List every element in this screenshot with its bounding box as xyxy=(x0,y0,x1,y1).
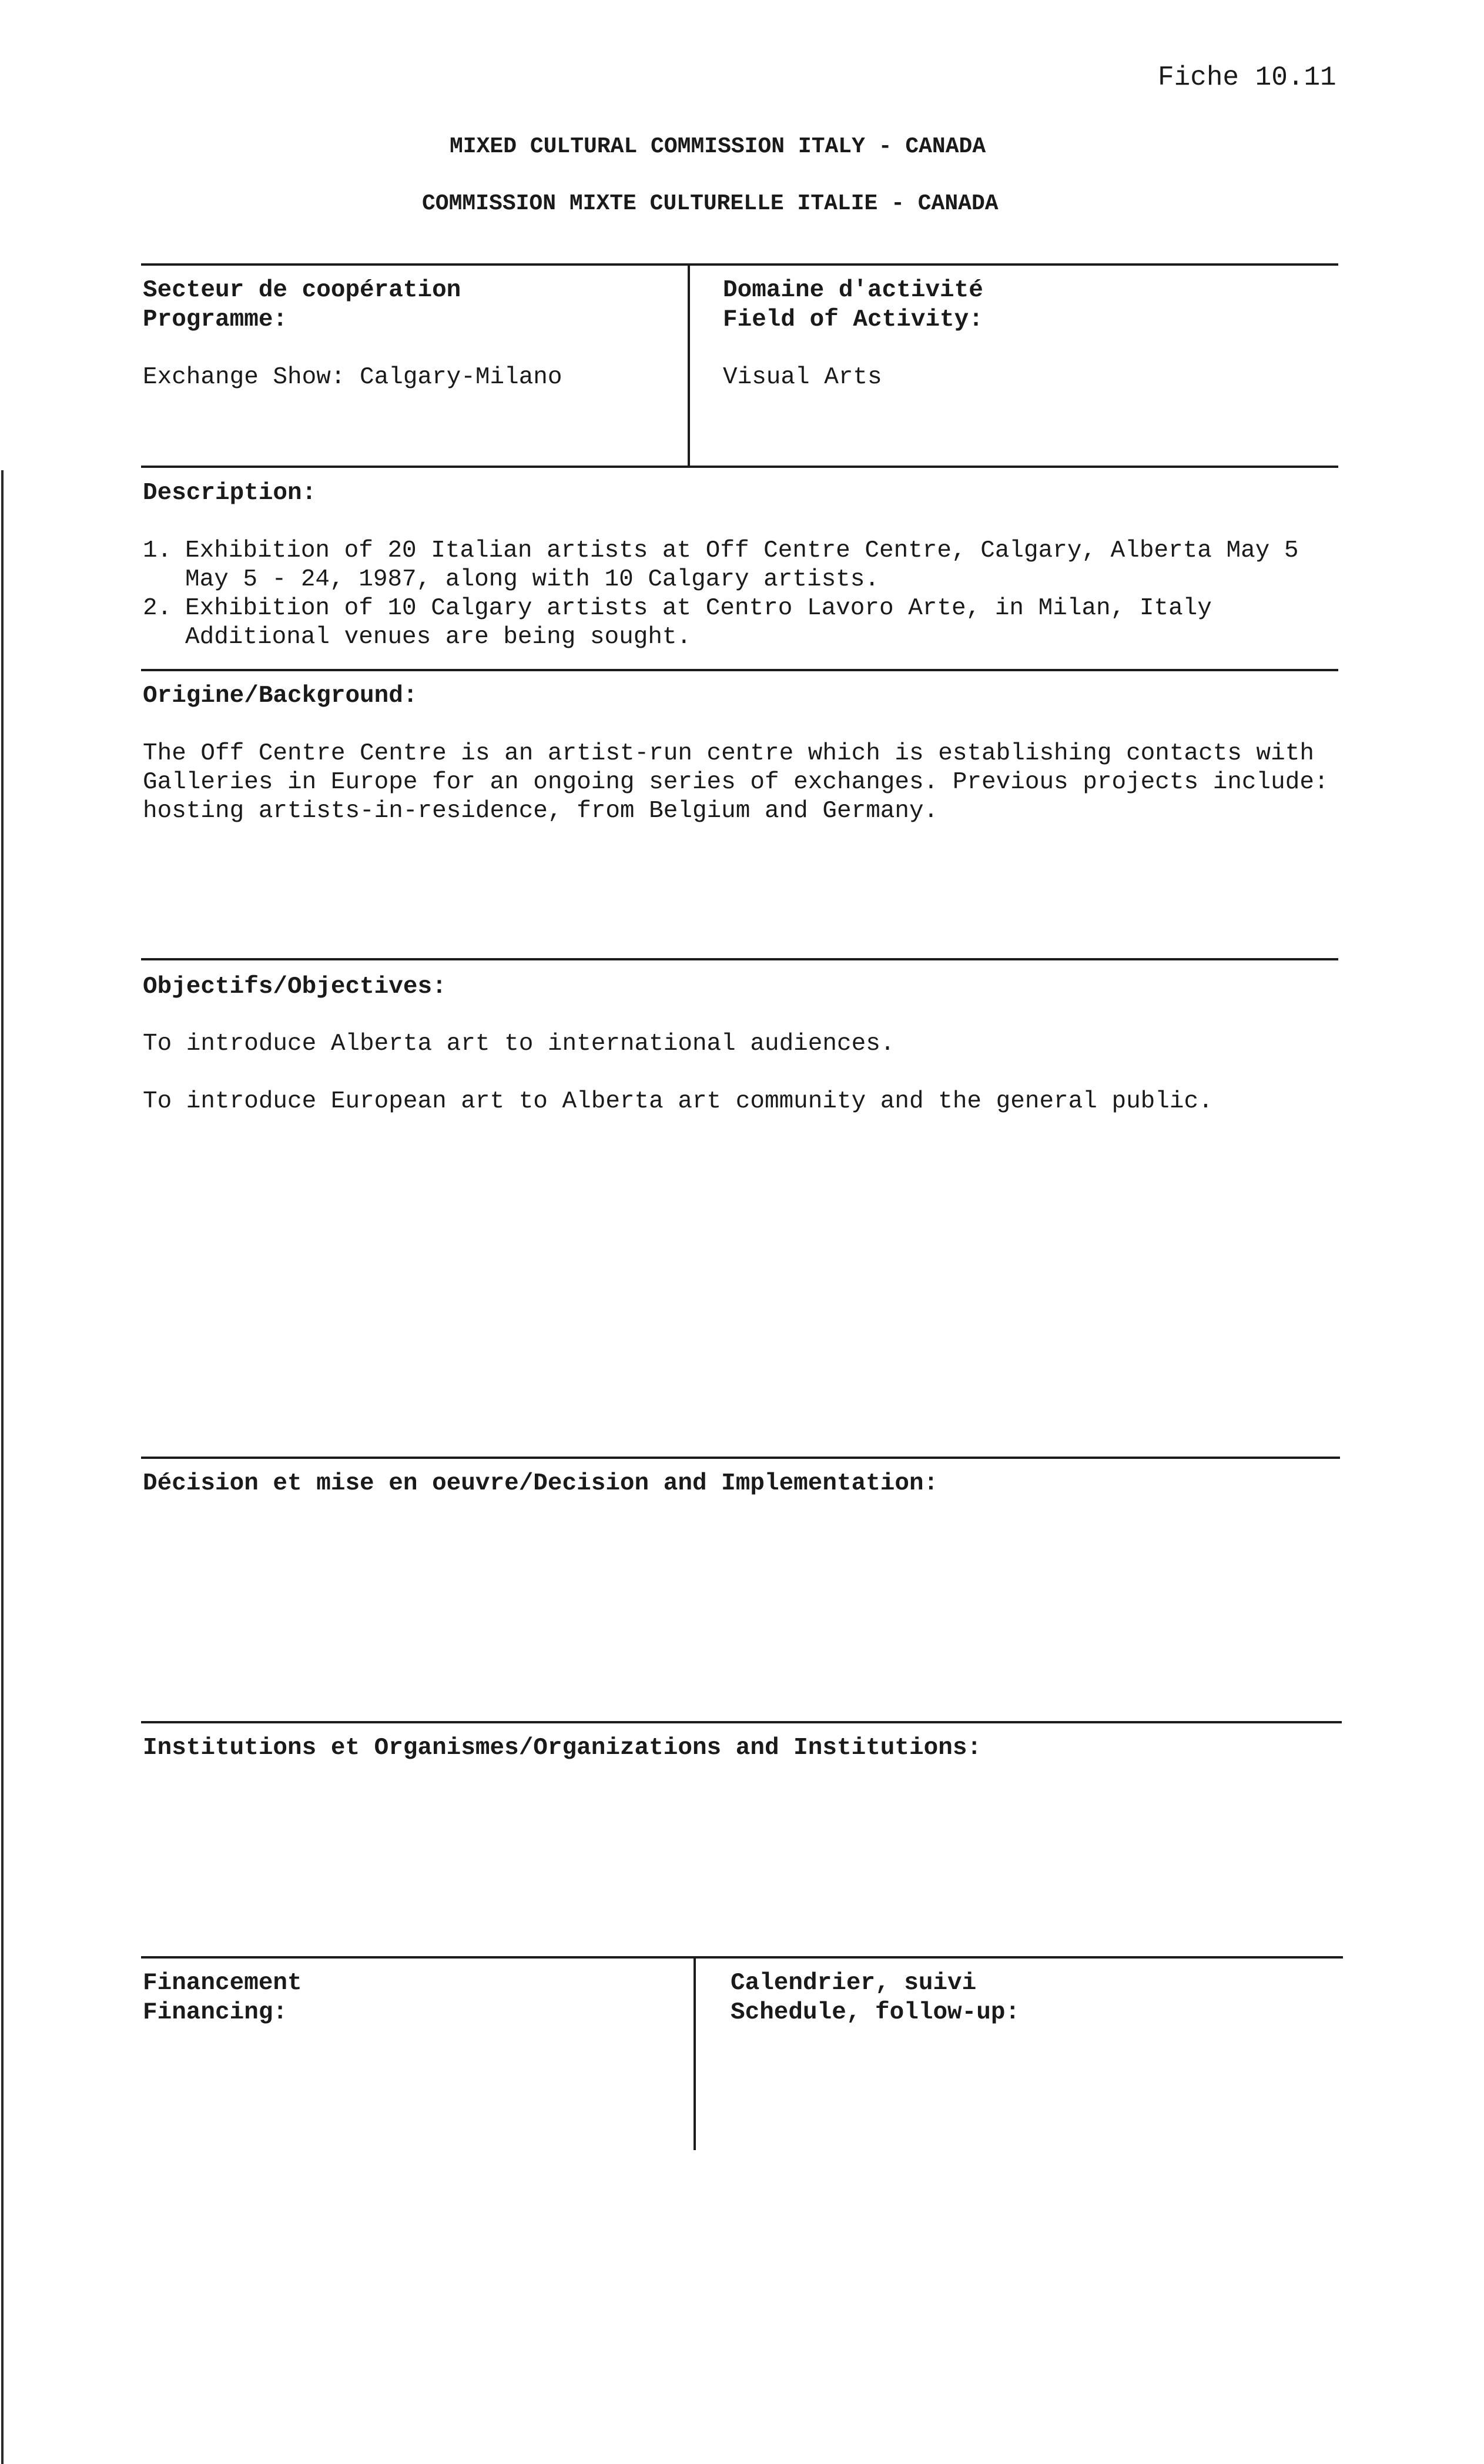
domain-label-en: Field of Activity: xyxy=(723,306,983,333)
divider-decision xyxy=(141,1457,1340,1459)
schedule-label-en: Schedule, follow-up: xyxy=(731,1999,1020,2026)
financing-label-fr: Financement xyxy=(143,1970,302,1997)
divider-description xyxy=(141,466,1338,468)
domain-label-fr: Domaine d'activité xyxy=(723,277,983,304)
description-item-1-num: 1. xyxy=(143,537,172,564)
description-item-2-line-2: Additional venues are being sought. xyxy=(185,624,692,651)
objectives-line-1: To introduce Alberta art to international audiences. xyxy=(143,1030,895,1057)
financing-label-en: Financing: xyxy=(143,1999,288,2026)
divider-background xyxy=(141,669,1338,671)
schedule-label-fr: Calendrier, suivi xyxy=(731,1970,977,1997)
divider-top xyxy=(141,263,1338,266)
background-label: Origine/Background: xyxy=(143,682,418,709)
description-item-2-num: 2. xyxy=(143,595,172,622)
divider-objectives xyxy=(141,958,1338,960)
institutions-label: Institutions et Organismes/Organizations and Institutions: xyxy=(143,1735,982,1762)
page-left-edge xyxy=(1,470,4,2464)
sector-value: Exchange Show: Calgary-Milano xyxy=(143,364,562,391)
decision-label: Décision et mise en oeuvre/Decision and Implementation: xyxy=(143,1470,939,1497)
background-line-2: Galleries in Europe for an ongoing series of exchanges. Previous projects include: xyxy=(143,769,1329,796)
objectives-line-2: To introduce European art to Alberta art community and the general public. xyxy=(143,1088,1213,1115)
description-item-2-line-1: Exhibition of 10 Calgary artists at Centro Lavoro Arte, in Milan, Italy xyxy=(185,595,1212,622)
description-item-1-line-1: Exhibition of 20 Italian artists at Off Centre Centre, Calgary, Alberta May 5 xyxy=(185,537,1299,564)
title-en: MIXED CULTURAL COMMISSION ITALY - CANADA xyxy=(450,134,986,159)
description-label: Description: xyxy=(143,480,317,507)
divider-vertical-top xyxy=(688,263,690,467)
divider-vertical-bottom xyxy=(694,1956,696,2150)
fiche-number: Fiche 10.11 xyxy=(1158,62,1336,93)
description-item-1-line-2: May 5 - 24, 1987, along with 10 Calgary artists. xyxy=(185,566,879,593)
divider-institutions xyxy=(141,1721,1342,1723)
title-fr: COMMISSION MIXTE CULTURELLE ITALIE - CANADA xyxy=(422,191,999,216)
sector-label-fr: Secteur de coopération xyxy=(143,277,461,304)
background-line-1: The Off Centre Centre is an artist-run centre which is establishing contacts with xyxy=(143,740,1314,767)
background-line-3: hosting artists-in-residence, from Belgium and Germany. xyxy=(143,798,939,825)
objectives-label: Objectifs/Objectives: xyxy=(143,973,447,1000)
divider-financing xyxy=(141,1956,1343,1959)
domain-value: Visual Arts xyxy=(723,364,882,391)
sector-label-en: Programme: xyxy=(143,306,288,333)
